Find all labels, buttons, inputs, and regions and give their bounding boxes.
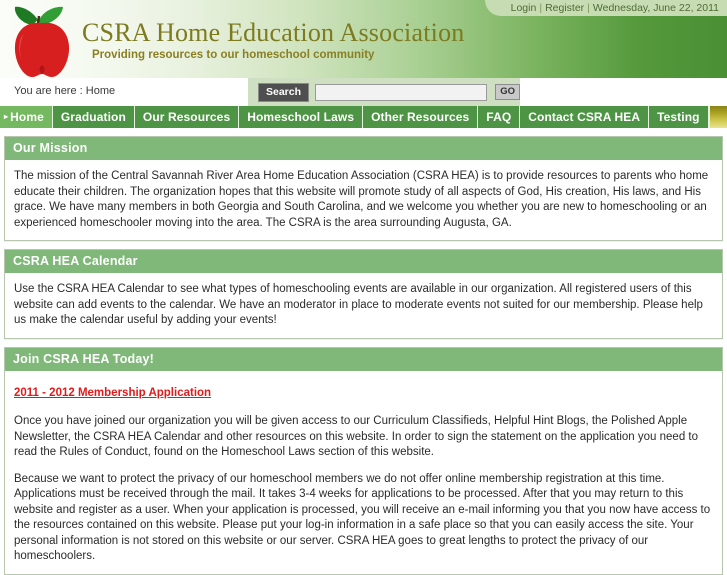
calendar-paragraph: Use the CSRA HEA Calendar to see what types of homeschooling events are available in our organization. All registered users of this website can add events to the calendar. We have an moderator in place to moderate events not suited for our membership. Please help us make the calendar useful by adding your events! — [14, 283, 703, 326]
red-apple-icon — [8, 4, 76, 78]
nav-item-our-resources[interactable]: Our Resources — [135, 106, 239, 128]
nav-item-homeschool-laws[interactable]: Homeschool Laws — [239, 106, 363, 128]
nav-item-home[interactable] — [0, 106, 53, 128]
membership-application-link[interactable]: 2011 - 2012 Membership Application — [14, 386, 212, 399]
join-paragraph-1: Once you have joined our organization you will be given access to our Curriculum Classifieds, Helpful Hint Blogs, the Polished Apple Newsletter, the CSRA HEA Calendar and other resources on this website. In order to sign the statement on the application you need to read the Rules of Conduct, found on the Homeschool Laws section of this website. — [14, 415, 699, 458]
search-input[interactable] — [315, 84, 487, 101]
site-header — [0, 0, 727, 78]
topbar-separator-2: | — [587, 2, 590, 14]
panel-csra-hea-calendar — [4, 249, 723, 339]
brand-block — [82, 18, 464, 61]
current-date: Wednesday, June 22, 2011 — [592, 2, 719, 14]
main-navigation — [0, 106, 727, 130]
caret-right-icon: ▸ — [4, 111, 9, 121]
panel-body-calendar — [5, 274, 722, 338]
login-link[interactable]: Login — [510, 2, 537, 14]
register-link[interactable]: Register — [545, 2, 585, 14]
join-paragraph-2: Because we want to protect the privacy of our homeschool members we do not offer online membership registration at this time. Applications must be received through the mail. It takes 3-4 weeks for applications to be processed. After that you may return to this website and register as a user. When your application is processed, you will receive an e-mail informing you that you now have access to the resources contained on this website. Please put your log-in information in a safe place so that you can easily access the site. Your personal information is not stored on this website or our server. CSRA HEA goes to great lengths to protect the privacy of our homeschoolers. — [14, 472, 711, 562]
top-utility-bar — [485, 0, 727, 16]
topbar-separator-1: | — [539, 2, 543, 14]
panel-body-our-mission — [5, 161, 722, 240]
nav-label-home: Home — [10, 110, 44, 124]
panel-title-calendar: CSRA HEA Calendar — [5, 250, 722, 274]
mission-paragraph: The mission of the Central Savannah River Area Home Education Association (CSRA HEA) is to provide resources to parents who home educate their children. The organization hopes that this website will promote study of all aspects of God, His creation, His laws, and His grace. We have many members in both Georgia and South Carolina, and we welcome you whether you are new to homeschooling or an experienced homeschooler moving into the area. The CSRA is the area surrounding Augusta, GA. — [14, 170, 709, 229]
search-button[interactable]: Search — [258, 83, 309, 102]
breadcrumb-search-strip — [0, 78, 727, 106]
nav-item-testing[interactable]: Testing — [649, 106, 708, 128]
nav-item-faq[interactable]: FAQ — [478, 106, 520, 128]
nav-item-contact-csra-hea[interactable]: Contact CSRA HEA — [520, 106, 649, 128]
panel-title-our-mission: Our Mission — [5, 137, 722, 161]
site-title: CSRA Home Education Association — [82, 18, 465, 47]
nav-gold-filler — [709, 106, 727, 128]
panel-body-join — [5, 372, 722, 574]
panel-our-mission — [4, 136, 723, 241]
search-area — [248, 78, 520, 106]
nav-item-graduation[interactable]: Graduation — [53, 106, 135, 128]
site-tagline: Providing resources to our homeschool community — [92, 49, 375, 61]
page-content — [0, 130, 727, 575]
go-button[interactable]: GO — [495, 84, 520, 100]
breadcrumb: You are here : Home — [14, 85, 116, 97]
panel-title-join: Join CSRA HEA Today! — [5, 348, 722, 372]
nav-item-other-resources[interactable]: Other Resources — [363, 106, 478, 128]
panel-join-csra-hea — [4, 347, 723, 575]
